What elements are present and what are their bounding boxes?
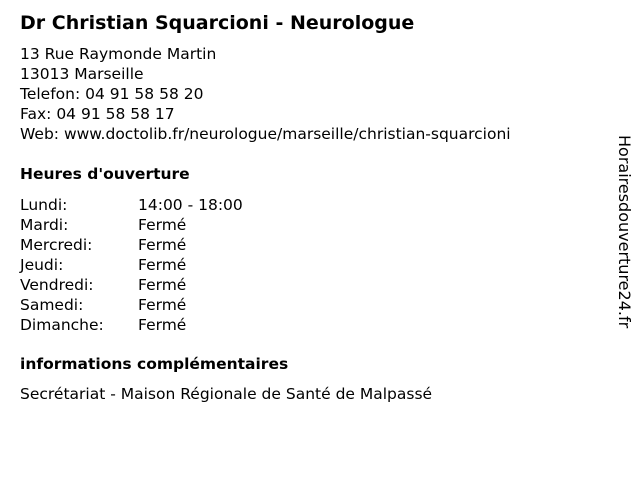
day-label: Lundi:	[20, 196, 68, 214]
street-address: 13 Rue Raymonde Martin	[20, 45, 217, 63]
hours-row	[20, 315, 320, 335]
opening-hours-heading: Heures d'ouverture	[20, 165, 190, 183]
hours-value: Fermé	[138, 256, 187, 274]
contact-block	[20, 44, 511, 144]
day-label: Mercredi:	[20, 236, 93, 254]
day-label: Vendredi:	[20, 276, 94, 294]
day-label: Jeudi:	[20, 256, 64, 274]
city-address: 13013 Marseille	[20, 65, 144, 83]
page-title: Dr Christian Squarcioni - Neurologue	[20, 12, 415, 34]
hours-row	[20, 215, 320, 235]
fax-number: Fax: 04 91 58 58 17	[20, 105, 175, 123]
day-label: Dimanche:	[20, 316, 104, 334]
additional-info-text: Secrétariat - Maison Régionale de Santé de Malpassé	[20, 385, 433, 403]
hours-row	[20, 255, 320, 275]
hours-row	[20, 235, 320, 255]
hours-value: 14:00 - 18:00	[138, 196, 243, 214]
hours-row	[20, 195, 320, 215]
phone-number: Telefon: 04 91 58 58 20	[20, 85, 204, 103]
hours-value: Fermé	[138, 276, 187, 294]
hours-value: Fermé	[138, 236, 187, 254]
day-label: Mardi:	[20, 216, 69, 234]
website-link[interactable]: Web: www.doctolib.fr/neurologue/marseille/christian-squarcioni	[20, 125, 511, 143]
opening-hours-table	[20, 195, 320, 335]
additional-info-heading: informations complémentaires	[20, 355, 289, 373]
hours-value: Fermé	[138, 296, 187, 314]
site-watermark: Horairesdouverture24.fr	[615, 135, 634, 329]
hours-row	[20, 295, 320, 315]
day-label: Samedi:	[20, 296, 84, 314]
hours-value: Fermé	[138, 316, 187, 334]
hours-row	[20, 275, 320, 295]
hours-value: Fermé	[138, 216, 187, 234]
